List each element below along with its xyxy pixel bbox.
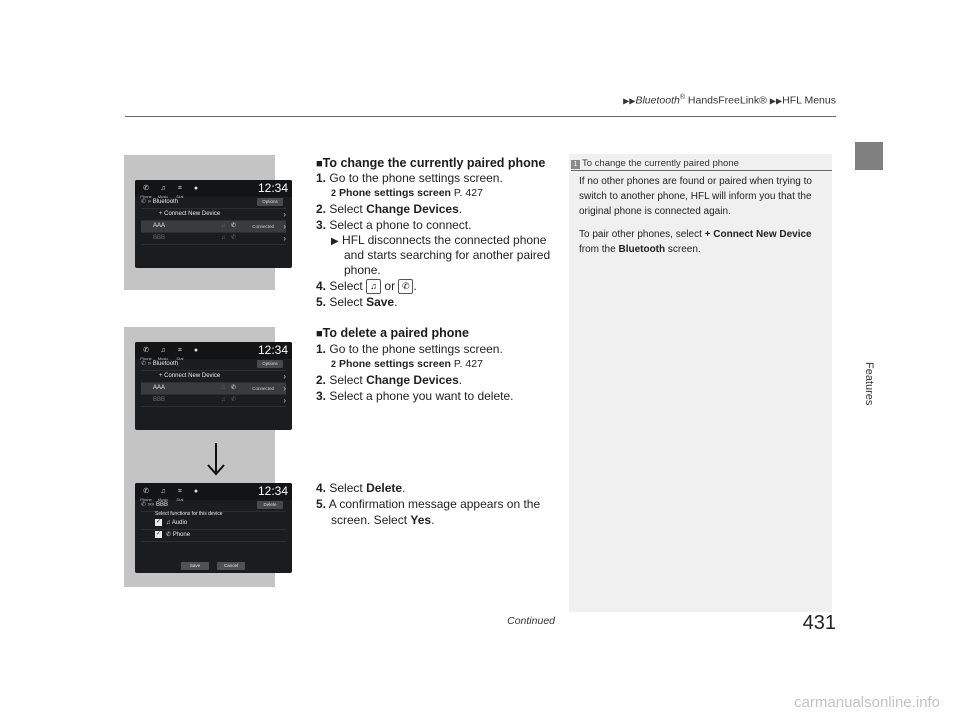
step-4: 4. Select ♫ or ✆ .	[316, 279, 417, 293]
step-3: 3. Select a phone to connect.	[316, 218, 472, 232]
device-row-bbb[interactable]: BBB ♫ ✆ ›	[141, 233, 286, 245]
phone-settings-screen-1	[135, 180, 292, 268]
step-5: 5. Select Save.	[316, 295, 398, 309]
clock: 12:34	[257, 181, 288, 195]
options-button[interactable]: Options	[257, 360, 283, 368]
voice-icon: ●	[193, 488, 199, 495]
note-icon: 1	[571, 160, 580, 169]
step-1: 1. Go to the phone settings screen.	[316, 171, 503, 185]
step-3: 3. Select a phone you want to delete.	[316, 389, 514, 403]
step-3-result: ▶ HFL disconnects the connected phone	[331, 233, 547, 247]
device-functions-screen	[135, 483, 292, 573]
cross-reference[interactable]: 2 Phone settings screen P. 427	[331, 358, 483, 370]
step-4: 4. Select Delete.	[316, 481, 406, 495]
phone-icon: ✆ Phone	[140, 185, 152, 199]
bluetooth-title-row: ✆ » Bluetooth Options	[141, 359, 286, 371]
functions-prompt: Select functions for this device	[155, 511, 223, 517]
voice-icon: ●	[193, 185, 199, 192]
device-row-aaa[interactable]: AAA ♫ ✆ Connected ›	[141, 221, 286, 233]
device-title-row: ✆ »» BBB Delete	[141, 500, 286, 512]
device-row-bbb[interactable]: BBB ♫ ✆ ›	[141, 395, 286, 407]
clock: 12:34	[257, 343, 288, 357]
dial-icon: ⌗ Dial	[176, 185, 184, 199]
device-row-aaa[interactable]: AAA ♫ ✆ Connected ›	[141, 383, 286, 395]
breadcrumb-arrow-icon: ▶▶	[769, 96, 783, 106]
connect-new-device-row[interactable]: + Connect New Device ›	[141, 209, 286, 221]
header-hfl-menus: HFL Menus	[782, 94, 836, 107]
delete-button[interactable]: Delete	[257, 501, 283, 509]
side-tab-label: Features	[863, 362, 875, 406]
music-icon: ♫ Music	[157, 488, 169, 502]
down-arrow-icon	[196, 441, 236, 477]
step-3-result-cont: and starts searching for another paired	[344, 248, 551, 262]
section-heading-change: ■To change the currently paired phone	[316, 156, 546, 170]
bluetooth-title-row: ✆ » Bluetooth Options	[141, 197, 286, 209]
side-tab-marker	[855, 142, 883, 170]
phone-settings-screen-2	[135, 342, 292, 430]
audio-option[interactable]: ✓ ♫ Audio	[141, 518, 286, 530]
music-note-icon: ♫	[366, 279, 381, 294]
status-bar	[135, 483, 292, 500]
phone-icon: ✆ Phone	[140, 347, 152, 361]
note-paragraph-2: To pair other phones, select + Connect New Device from the Bluetooth screen.	[579, 229, 812, 255]
music-icon: ♫ Music	[157, 347, 169, 361]
section-heading-delete: ■To delete a paired phone	[316, 326, 469, 340]
phone-handset-icon: ✆	[398, 279, 413, 294]
page-number: 431	[802, 612, 836, 634]
phone-option[interactable]: ✓ ✆ Phone	[141, 530, 286, 542]
music-icon: ♫ Music	[157, 185, 169, 199]
breadcrumb-arrow-icon: ▶▶	[623, 96, 636, 106]
dial-icon: ⌗ Dial	[176, 488, 184, 502]
running-header	[500, 94, 836, 107]
header-rule	[125, 116, 836, 117]
header-bluetooth: Bluetooth	[635, 94, 680, 107]
registered-mark: ®	[679, 94, 685, 101]
connect-new-device-row[interactable]: + Connect New Device ›	[141, 371, 286, 383]
note-box	[569, 154, 832, 612]
options-button[interactable]: Options	[257, 198, 283, 206]
continued-label: Continued	[507, 615, 555, 627]
status-bar	[135, 180, 292, 197]
status-bar	[135, 342, 292, 359]
watermark: carmanualsonline.info	[794, 694, 940, 711]
cancel-button[interactable]: Cancel	[217, 562, 245, 570]
note-title: 1 To change the currently paired phone	[571, 158, 832, 171]
clock: 12:34	[257, 484, 288, 498]
step-5: 5. A confirmation message appears on the	[316, 497, 541, 511]
step-1: 1. Go to the phone settings screen.	[316, 342, 503, 356]
phone-icon: ✆ Phone	[140, 488, 152, 502]
step-2: 2. Select Change Devices.	[316, 202, 463, 216]
checkbox-checked-icon[interactable]: ✓	[155, 518, 162, 525]
step-2: 2. Select Change Devices.	[316, 373, 463, 387]
voice-icon: ●	[193, 347, 199, 354]
step-5-cont: screen. Select Yes.	[331, 513, 435, 527]
step-3-result-cont2: phone.	[344, 263, 381, 277]
cross-reference[interactable]: 2 Phone settings screen P. 427	[331, 187, 483, 199]
dial-icon: ⌗ Dial	[176, 347, 184, 361]
checkbox-checked-icon[interactable]: ✓	[155, 530, 162, 537]
header-handsfreelink: HandsFreeLink®	[687, 94, 767, 107]
note-paragraph-1: If no other phones are found or paired when trying to switch to another phone, HFL will inform you that the original phone is connected again.	[579, 176, 812, 217]
save-button[interactable]: Save	[181, 562, 209, 570]
